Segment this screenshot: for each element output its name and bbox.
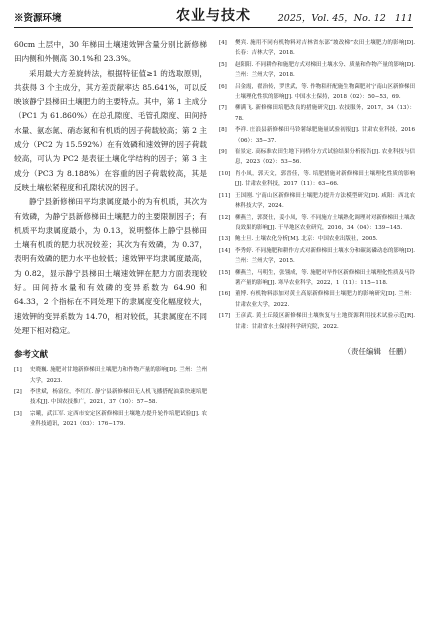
reference-number: [17]: [219, 313, 231, 320]
reference-item: [219, 125, 415, 146]
reference-number: [14]: [219, 247, 231, 254]
reference-number: [12]: [219, 214, 231, 221]
reference-number: [16]: [219, 291, 231, 298]
references-heading: 参考文献: [14, 350, 49, 361]
body-paragraph: 静宁县新修梯田平均隶属度最小的为有机质，其次为有效磷，为静宁县新修梯田土壤肥力的主要限制因子；有机质平均隶属度最小，为 0.13，说明整体上静宁县梯田土壤有机质的肥力状况较差；其次为有效磷，为 0.37，表明有效磷的肥力水平也较低；速效钾平均隶属度最高，为 0.82，显示静宁县梯田土壤速效钾在肥力方面表现较好。田间持水量和有效磷的变异系数为 64.90 和 64.33，2 个指标在不同处理下的隶属度变化幅度较大，速效钾的变异系数为 14.70，相对较低，其隶属度在不同处理下相对稳定。: [14, 197, 207, 335]
reference-text: 董博. 有机物料添加对黄土高原新修梯田土壤肥力的影响研究[D]. 兰州：甘肃农业大学，2022.: [235, 291, 415, 308]
issue-info: [278, 10, 413, 24]
reference-text: 崔景定. 高标准农田生地下同桥分方式试验结果分析报告[J]. 农业科技与信息，2023（02）：53−56.: [235, 149, 415, 166]
reference-item: [219, 60, 415, 81]
reference-number: [4]: [219, 40, 227, 46]
reference-text: 史晓巍. 施肥对甘地新修梯田土壤肥力和作物产量的影响[D]. 兰州：兰州大学，2023.: [30, 367, 207, 384]
reference-item: [219, 82, 415, 103]
reference-text: 李秀婷. 不同施肥和耕作方式对新修梯田土壤水分和碳氮磷动态的影响[D]. 兰州：兰州大学，2015.: [235, 247, 415, 265]
page-header: [14, 4, 413, 28]
reference-item: [219, 311, 415, 332]
responsible-editor: （责任编辑 任鹏）: [343, 346, 411, 356]
header-rule: [14, 27, 413, 28]
reference-number: [7]: [219, 105, 227, 112]
journal-title: 农业与技术: [176, 8, 251, 24]
reference-number: [9]: [219, 149, 227, 156]
reference-number: [11]: [219, 192, 231, 199]
reference-item: [219, 289, 415, 310]
reference-item: [219, 191, 415, 212]
reference-text: 鲍士旦. 土壤农化分析[M]. 北京：中国农业出版社，2005.: [235, 236, 378, 243]
reference-number: [15]: [219, 269, 231, 276]
right-column: [219, 38, 415, 357]
body-paragraph: 60cm 土层中，30 年梯田土壤速效钾含量分别比新修梯田内侧和外侧高 30.1%和 23.3%。: [14, 40, 207, 64]
reference-item: [219, 246, 415, 267]
page-number: 111: [394, 13, 413, 24]
reference-item: [219, 169, 415, 190]
reference-text: 吕金霞，翟治传，罗世武，等. 作物秸秆配施生物菌肥对宁南山区新修梯田土壤理化性状的影响[J]. 中国水土保持，2018（02）：50−53，69.: [235, 83, 415, 101]
section-label: ※资源环境: [14, 13, 62, 24]
reference-number: [1]: [14, 367, 22, 374]
reference-number: [10]: [219, 170, 231, 177]
reference-number: [2]: [14, 389, 22, 396]
reference-text: 李世斌，杨富位，李红红. 静宁县新修梯田无人机飞播搭配油菜快速培肥技术[J]. 中国农技推广，2021，37（10）：57−58.: [30, 389, 207, 406]
reference-number: [5]: [219, 61, 227, 68]
reference-item: [219, 103, 415, 124]
left-column: [14, 38, 207, 431]
reference-text: 肖小凤，郭天文，郭晋佳，等. 培肥措施对新修梯田土壤理化性质的影响[J]. 甘肃农业科技，2017（11）：63−66.: [235, 170, 415, 188]
reference-number: [3]: [14, 410, 22, 417]
reference-text: 王彦武. 黄土丘陵区新修梯田土壤恢复与土地资源利用技术试验示范[R]. 甘肃：甘肃省水土保持科学研究院，2022.: [235, 313, 415, 330]
reference-text: 李祥. 庄浪县新修梯田马铃薯绿肥施量试验初报[J]. 甘肃农业科技，2016（06）：35−37.: [235, 127, 415, 144]
reference-number: [6]: [219, 83, 227, 90]
reference-text: 樊宾. 施用不同有机物料对吉林省东部“坡改梯”农田土壤肥力的影响[D]. 长春：吉林大学，2018.: [235, 40, 415, 57]
reference-text: 柳燕兰，郭贤仕，姜小凤，等. 不同施方土壤熟化调理对对新修梯田土壤改良效果的影响[J]. 干旱地区农业研究，2016，34（04）：139−145.: [235, 214, 415, 231]
reference-item: [219, 147, 415, 168]
reference-text: 王国刚. 宁南山区新修梯田土壤肥力提升方法模型研究[D]. 咸阳：西北农林科技大学，2024.: [235, 192, 415, 210]
reference-number: [8]: [219, 127, 227, 134]
reference-text: 赵阳阳. 不同耕作和施肥方式对梯田土壤水分、质量和作物产量的影响[D]. 兰州：兰州大学，2018.: [235, 61, 415, 79]
reference-item: [14, 387, 207, 408]
reference-number: [13]: [219, 236, 231, 243]
reference-text: 柳满飞. 新修梯田培肥改良的措施研究[J]. 农技服务，2017，34（13）：78.: [235, 105, 415, 122]
reference-item: [219, 234, 415, 244]
body-paragraph: 采用最大方差旋转法，根据特征值≥1 的选取原则，共获得 3 个主成分，其方差贡献率达 85.641%，可以反映该静宁县梯田土壤肥力的主要特点。其中，第 1 主成分（PC1 为 61.860%）在总孔隙度、毛管孔隙度、田间持水量、氨态氮、硝态氮和有机质的因子荷载较高；第 2 主成分（PC2 为 15.592%）在有效磷和速效钾的因子荷载较高，可认为 PC2 是表征土壤化学结构的因子；第 3 主成分（PC3 为 8.188%）在容重的因子荷载较高，其是反映土壤松紧程度和孔隙状况的因子。: [14, 68, 207, 192]
reference-item: [219, 213, 415, 234]
reference-text: 宗曦，武江军. 定西市安定区新修梯田土壤地力提升轮作培肥试验[J]. 农业科技通讯，2021（03）：176−179.: [30, 410, 207, 428]
reference-text: 柳燕兰，马明生，张翎成，等. 施肥对旱作区新修梯田土壤理化性质及马铃薯产量的影响[J]. 寒旱农业科学，2022，1（11）：115−118.: [235, 269, 415, 286]
reference-item: [219, 268, 415, 289]
reference-item: [14, 409, 207, 430]
issue-volume: 2025，Vol. 45，No. 12: [277, 13, 386, 24]
reference-item: [219, 38, 415, 59]
reference-item: [14, 365, 207, 386]
